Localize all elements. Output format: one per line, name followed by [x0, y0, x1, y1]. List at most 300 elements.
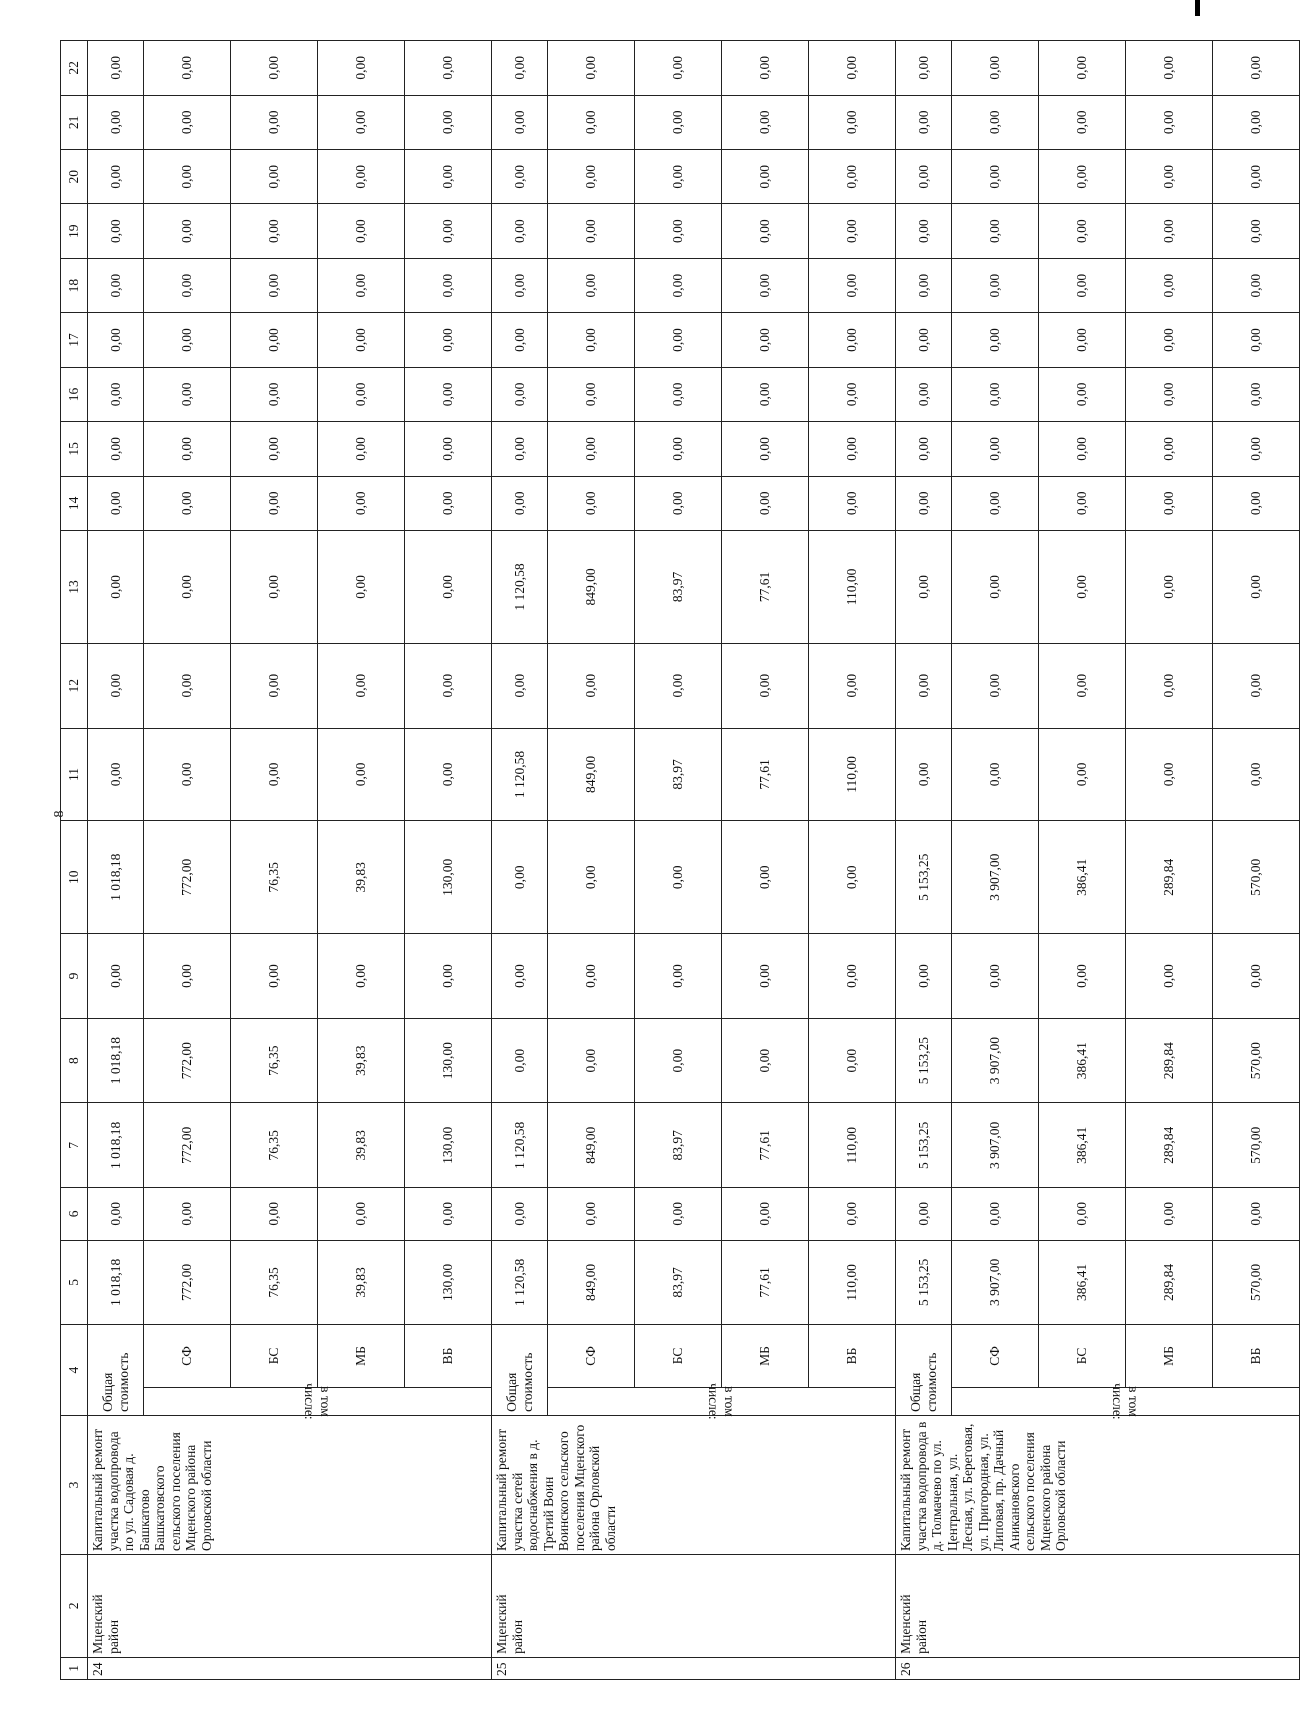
value-cell: 0,00 — [318, 313, 405, 367]
value-cell: 0,00 — [1213, 204, 1300, 258]
value-cell: 0,00 — [144, 531, 231, 644]
value-cell: 0,00 — [1126, 95, 1213, 149]
value-cell: 0,00 — [144, 728, 231, 821]
value-cell: 0,00 — [492, 204, 548, 258]
value-cell: 0,00 — [896, 643, 952, 728]
value-cell: 0,00 — [1039, 204, 1126, 258]
value-cell: 0,00 — [88, 41, 144, 96]
value-cell: 0,00 — [809, 204, 896, 258]
value-cell: 0,00 — [492, 313, 548, 367]
table-row — [88, 41, 144, 1680]
value-cell: 0,00 — [88, 313, 144, 367]
value-cell: 0,00 — [1126, 1188, 1213, 1240]
value-cell: 0,00 — [1126, 728, 1213, 821]
value-cell: 0,00 — [1213, 258, 1300, 312]
value-cell: 0,00 — [896, 150, 952, 204]
value-cell: 0,00 — [809, 258, 896, 312]
value-cell: 0,00 — [548, 95, 635, 149]
including-label-text: в том числе: — [1110, 1383, 1142, 1420]
value-cell: 0,00 — [492, 150, 548, 204]
value-cell: 0,00 — [635, 41, 722, 96]
value-cell: 849,00 — [548, 728, 635, 821]
value-cell: 0,00 — [635, 1018, 722, 1103]
value-cell: 83,97 — [635, 728, 722, 821]
including-label — [144, 1383, 492, 1420]
value-cell: 0,00 — [231, 422, 318, 476]
including-label — [548, 1383, 896, 1420]
value-cell: 0,00 — [635, 643, 722, 728]
value-cell: 0,00 — [144, 150, 231, 204]
value-cell: 39,83 — [318, 1018, 405, 1103]
value-cell: 0,00 — [952, 1188, 1039, 1240]
value-cell: 0,00 — [722, 204, 809, 258]
cost-label: Общая стоимость — [896, 1325, 952, 1416]
value-cell: 849,00 — [548, 531, 635, 644]
value-cell: 0,00 — [231, 367, 318, 421]
value-cell: 0,00 — [722, 422, 809, 476]
value-cell: 0,00 — [88, 150, 144, 204]
value-cell: 0,00 — [548, 476, 635, 530]
value-cell: 0,00 — [809, 821, 896, 934]
source-label: ВБ — [405, 1325, 492, 1387]
value-cell: 0,00 — [144, 476, 231, 530]
value-cell: 0,00 — [952, 643, 1039, 728]
value-cell: 0,00 — [144, 367, 231, 421]
value-cell: 110,00 — [809, 1103, 896, 1188]
value-cell: 0,00 — [405, 934, 492, 1019]
value-cell: 0,00 — [722, 367, 809, 421]
value-cell: 0,00 — [318, 367, 405, 421]
value-cell: 5 153,25 — [896, 1018, 952, 1103]
value-cell: 0,00 — [635, 1188, 722, 1240]
value-cell: 0,00 — [144, 41, 231, 96]
value-cell: 0,00 — [809, 41, 896, 96]
value-cell: 0,00 — [88, 422, 144, 476]
value-cell: 0,00 — [318, 204, 405, 258]
value-cell: 0,00 — [231, 476, 318, 530]
value-cell: 0,00 — [896, 1188, 952, 1240]
value-cell: 0,00 — [809, 95, 896, 149]
value-cell: 0,00 — [405, 204, 492, 258]
value-cell: 0,00 — [722, 1018, 809, 1103]
value-cell: 1 018,18 — [88, 1240, 144, 1325]
value-cell: 0,00 — [896, 476, 952, 530]
value-cell: 0,00 — [952, 728, 1039, 821]
table-row — [896, 41, 952, 1680]
value-cell: 110,00 — [809, 728, 896, 821]
value-cell: 0,00 — [1126, 313, 1213, 367]
value-cell: 0,00 — [722, 821, 809, 934]
value-cell: 0,00 — [1126, 41, 1213, 96]
value-cell: 0,00 — [231, 313, 318, 367]
value-cell: 289,84 — [1126, 1103, 1213, 1188]
value-cell: 76,35 — [231, 1018, 318, 1103]
value-cell: 0,00 — [952, 41, 1039, 96]
value-cell: 0,00 — [492, 422, 548, 476]
value-cell: 0,00 — [548, 821, 635, 934]
value-cell: 0,00 — [809, 1018, 896, 1103]
source-label: БС — [231, 1325, 318, 1387]
value-cell: 0,00 — [1126, 531, 1213, 644]
value-cell: 0,00 — [548, 204, 635, 258]
value-cell: 0,00 — [548, 1018, 635, 1103]
value-cell: 3 907,00 — [952, 1018, 1039, 1103]
value-cell: 5 153,25 — [896, 821, 952, 934]
value-cell: 0,00 — [492, 41, 548, 96]
value-cell: 0,00 — [144, 258, 231, 312]
value-cell: 0,00 — [1213, 1188, 1300, 1240]
value-cell: 0,00 — [722, 150, 809, 204]
value-cell: 0,00 — [1213, 150, 1300, 204]
value-cell: 0,00 — [809, 643, 896, 728]
value-cell: 77,61 — [722, 1103, 809, 1188]
value-cell: 570,00 — [1213, 1018, 1300, 1103]
district-cell: Мценский район — [896, 1555, 1300, 1658]
project-title: Капитальный ремонт участка водопровода в д. Толмачево по ул. Центральная, ул. Лесная, ул. Береговая, ул. Пригородная, ул. Липовая, пр. Дачный Аникановского сельского поселения Мценского района Орловской области — [896, 1415, 1300, 1554]
value-cell: 39,83 — [318, 1103, 405, 1188]
value-cell: 849,00 — [548, 1240, 635, 1325]
value-cell: 772,00 — [144, 1103, 231, 1188]
value-cell: 0,00 — [635, 821, 722, 934]
value-cell: 849,00 — [548, 1103, 635, 1188]
value-cell: 0,00 — [896, 422, 952, 476]
value-cell: 0,00 — [88, 934, 144, 1019]
value-cell: 0,00 — [405, 531, 492, 644]
row-number: 26 — [896, 1657, 1300, 1679]
value-cell: 0,00 — [318, 643, 405, 728]
value-cell: 76,35 — [231, 821, 318, 934]
value-cell: 0,00 — [405, 422, 492, 476]
value-cell: 0,00 — [144, 313, 231, 367]
value-cell: 0,00 — [548, 258, 635, 312]
value-cell: 0,00 — [318, 934, 405, 1019]
value-cell: 0,00 — [952, 934, 1039, 1019]
value-cell: 0,00 — [231, 258, 318, 312]
value-cell: 0,00 — [1039, 531, 1126, 644]
value-cell: 0,00 — [548, 150, 635, 204]
value-cell: 39,83 — [318, 821, 405, 934]
value-cell: 0,00 — [405, 643, 492, 728]
value-cell: 0,00 — [231, 643, 318, 728]
value-cell: 0,00 — [896, 258, 952, 312]
value-cell: 0,00 — [318, 531, 405, 644]
header-cell: 18 — [61, 258, 88, 312]
header-cell: 4 — [61, 1325, 88, 1416]
value-cell: 0,00 — [635, 95, 722, 149]
header-cell: 14 — [61, 476, 88, 530]
value-cell: 386,41 — [1039, 1103, 1126, 1188]
value-cell: 0,00 — [952, 531, 1039, 644]
value-cell: 0,00 — [548, 934, 635, 1019]
source-label: МБ — [1126, 1325, 1213, 1387]
value-cell: 0,00 — [548, 422, 635, 476]
value-cell: 0,00 — [952, 204, 1039, 258]
value-cell: 0,00 — [1126, 258, 1213, 312]
value-cell: 0,00 — [809, 934, 896, 1019]
value-cell: 0,00 — [1126, 367, 1213, 421]
header-cell: 9 — [61, 934, 88, 1019]
value-cell: 0,00 — [896, 41, 952, 96]
value-cell: 3 907,00 — [952, 1103, 1039, 1188]
value-cell: 289,84 — [1126, 821, 1213, 934]
value-cell: 0,00 — [231, 204, 318, 258]
value-cell: 1 018,18 — [88, 1103, 144, 1188]
value-cell: 0,00 — [635, 367, 722, 421]
value-cell: 76,35 — [231, 1240, 318, 1325]
value-cell: 1 018,18 — [88, 1018, 144, 1103]
value-cell: 0,00 — [1213, 476, 1300, 530]
value-cell: 0,00 — [635, 204, 722, 258]
value-cell: 83,97 — [635, 1103, 722, 1188]
value-cell: 0,00 — [1213, 95, 1300, 149]
source-label: БС — [1039, 1325, 1126, 1387]
value-cell: 3 907,00 — [952, 1240, 1039, 1325]
value-cell: 386,41 — [1039, 1018, 1126, 1103]
value-cell: 83,97 — [635, 1240, 722, 1325]
value-cell: 0,00 — [1126, 150, 1213, 204]
value-cell: 0,00 — [318, 150, 405, 204]
value-cell: 0,00 — [952, 258, 1039, 312]
value-cell: 570,00 — [1213, 1103, 1300, 1188]
header-cell: 1 — [61, 1657, 88, 1679]
value-cell: 0,00 — [1126, 934, 1213, 1019]
value-cell: 0,00 — [1039, 95, 1126, 149]
source-label: СФ — [144, 1325, 231, 1387]
value-cell: 130,00 — [405, 1240, 492, 1325]
source-label: ВБ — [809, 1325, 896, 1387]
header-cell: 13 — [61, 531, 88, 644]
value-cell: 0,00 — [1039, 313, 1126, 367]
value-cell: 0,00 — [318, 95, 405, 149]
value-cell: 0,00 — [1126, 476, 1213, 530]
source-label: БС — [635, 1325, 722, 1387]
value-cell: 0,00 — [722, 258, 809, 312]
value-cell: 0,00 — [318, 41, 405, 96]
value-cell: 0,00 — [405, 150, 492, 204]
source-label: СФ — [952, 1325, 1039, 1387]
source-label: ВБ — [1213, 1325, 1300, 1387]
table-row — [492, 41, 548, 1680]
source-label: МБ — [722, 1325, 809, 1387]
value-cell: 0,00 — [952, 422, 1039, 476]
value-cell: 130,00 — [405, 1018, 492, 1103]
value-cell: 0,00 — [952, 367, 1039, 421]
value-cell: 77,61 — [722, 531, 809, 644]
including-label — [952, 1383, 1300, 1420]
value-cell: 289,84 — [1126, 1018, 1213, 1103]
value-cell: 0,00 — [635, 476, 722, 530]
value-cell: 0,00 — [896, 313, 952, 367]
value-cell: 0,00 — [722, 41, 809, 96]
value-cell: 0,00 — [492, 95, 548, 149]
value-cell: 0,00 — [318, 476, 405, 530]
value-cell: 0,00 — [231, 531, 318, 644]
header-cell: 2 — [61, 1555, 88, 1658]
value-cell: 0,00 — [88, 1188, 144, 1240]
district-cell: Мценский район — [492, 1555, 896, 1658]
row-number: 24 — [88, 1657, 492, 1679]
value-cell: 1 120,58 — [492, 728, 548, 821]
header-cell: 10 — [61, 821, 88, 934]
value-cell: 0,00 — [144, 204, 231, 258]
value-cell: 0,00 — [1126, 643, 1213, 728]
value-cell: 0,00 — [896, 934, 952, 1019]
row-number: 25 — [492, 1657, 896, 1679]
value-cell: 0,00 — [635, 150, 722, 204]
value-cell: 1 120,58 — [492, 1240, 548, 1325]
value-cell: 0,00 — [896, 728, 952, 821]
value-cell: 0,00 — [548, 1188, 635, 1240]
value-cell: 0,00 — [722, 476, 809, 530]
value-cell: 0,00 — [1213, 728, 1300, 821]
value-cell: 0,00 — [952, 150, 1039, 204]
value-cell: 772,00 — [144, 821, 231, 934]
value-cell: 0,00 — [405, 313, 492, 367]
value-cell: 0,00 — [1213, 531, 1300, 644]
value-cell: 0,00 — [231, 150, 318, 204]
value-cell: 0,00 — [722, 313, 809, 367]
value-cell: 0,00 — [88, 728, 144, 821]
value-cell: 0,00 — [809, 150, 896, 204]
value-cell: 0,00 — [1039, 258, 1126, 312]
value-cell: 0,00 — [231, 1188, 318, 1240]
value-cell: 0,00 — [548, 367, 635, 421]
value-cell: 0,00 — [722, 1188, 809, 1240]
value-cell: 772,00 — [144, 1240, 231, 1325]
value-cell: 0,00 — [952, 476, 1039, 530]
scan-edge-mark — [1195, 0, 1200, 16]
value-cell: 0,00 — [405, 95, 492, 149]
value-cell: 0,00 — [809, 476, 896, 530]
value-cell: 0,00 — [1126, 422, 1213, 476]
value-cell: 0,00 — [405, 41, 492, 96]
including-label-text: в том числе: — [706, 1383, 738, 1420]
value-cell: 0,00 — [231, 95, 318, 149]
value-cell: 77,61 — [722, 1240, 809, 1325]
value-cell: 0,00 — [1039, 643, 1126, 728]
header-cell: 17 — [61, 313, 88, 367]
value-cell: 1 120,58 — [492, 531, 548, 644]
value-cell: 0,00 — [88, 95, 144, 149]
value-cell: 0,00 — [231, 728, 318, 821]
project-title: Капитальный ремонт участка сетей водоснабжения в д. Третий Воин Воинского сельского поселения Мценского района Орловской области — [492, 1415, 896, 1554]
value-cell: 0,00 — [1039, 422, 1126, 476]
value-cell: 0,00 — [492, 258, 548, 312]
header-cell: 22 — [61, 41, 88, 96]
value-cell: 0,00 — [635, 422, 722, 476]
value-cell: 130,00 — [405, 1103, 492, 1188]
source-label: МБ — [318, 1325, 405, 1387]
value-cell: 0,00 — [952, 313, 1039, 367]
value-cell: 0,00 — [1039, 728, 1126, 821]
value-cell: 0,00 — [809, 1188, 896, 1240]
value-cell: 0,00 — [231, 41, 318, 96]
value-cell: 0,00 — [405, 476, 492, 530]
value-cell: 0,00 — [1213, 367, 1300, 421]
value-cell: 76,35 — [231, 1103, 318, 1188]
header-cell: 7 — [61, 1103, 88, 1188]
value-cell: 0,00 — [1213, 422, 1300, 476]
header-cell: 19 — [61, 204, 88, 258]
header-cell: 15 — [61, 422, 88, 476]
value-cell: 0,00 — [88, 258, 144, 312]
source-label: СФ — [548, 1325, 635, 1387]
page-number: 8 — [52, 810, 67, 818]
value-cell: 110,00 — [809, 1240, 896, 1325]
value-cell: 3 907,00 — [952, 821, 1039, 934]
header-numbers-row — [61, 41, 88, 1680]
value-cell: 0,00 — [1213, 313, 1300, 367]
value-cell: 0,00 — [405, 728, 492, 821]
value-cell: 0,00 — [88, 367, 144, 421]
value-cell: 0,00 — [144, 95, 231, 149]
value-cell: 83,97 — [635, 531, 722, 644]
value-cell: 0,00 — [1039, 41, 1126, 96]
district-cell: Мценский район — [88, 1555, 492, 1658]
value-cell: 289,84 — [1126, 1240, 1213, 1325]
value-cell: 0,00 — [405, 258, 492, 312]
value-cell: 1 120,58 — [492, 1103, 548, 1188]
value-cell: 0,00 — [144, 1188, 231, 1240]
value-cell: 0,00 — [405, 1188, 492, 1240]
header-cell: 11 — [61, 728, 88, 821]
value-cell: 0,00 — [548, 313, 635, 367]
value-cell: 0,00 — [231, 934, 318, 1019]
funding-table — [60, 40, 1300, 1680]
value-cell: 0,00 — [492, 934, 548, 1019]
value-cell: 0,00 — [88, 643, 144, 728]
header-cell: 16 — [61, 367, 88, 421]
header-cell: 12 — [61, 643, 88, 728]
value-cell: 0,00 — [896, 531, 952, 644]
value-cell: 0,00 — [635, 313, 722, 367]
value-cell: 5 153,25 — [896, 1240, 952, 1325]
value-cell: 0,00 — [88, 531, 144, 644]
value-cell: 0,00 — [144, 643, 231, 728]
header-cell: 20 — [61, 150, 88, 204]
value-cell: 0,00 — [809, 313, 896, 367]
value-cell: 0,00 — [1039, 150, 1126, 204]
value-cell: 130,00 — [405, 821, 492, 934]
value-cell: 1 018,18 — [88, 821, 144, 934]
header-cell: 5 — [61, 1240, 88, 1325]
value-cell: 0,00 — [722, 934, 809, 1019]
value-cell: 0,00 — [1039, 367, 1126, 421]
value-cell: 0,00 — [635, 934, 722, 1019]
value-cell: 0,00 — [492, 643, 548, 728]
value-cell: 570,00 — [1213, 821, 1300, 934]
header-cell: 6 — [61, 1188, 88, 1240]
value-cell: 0,00 — [1126, 204, 1213, 258]
header-cell: 8 — [61, 1018, 88, 1103]
value-cell: 0,00 — [405, 367, 492, 421]
value-cell: 0,00 — [492, 821, 548, 934]
value-cell: 570,00 — [1213, 1240, 1300, 1325]
value-cell: 77,61 — [722, 728, 809, 821]
value-cell: 0,00 — [88, 204, 144, 258]
value-cell: 110,00 — [809, 531, 896, 644]
value-cell: 0,00 — [722, 643, 809, 728]
value-cell: 0,00 — [809, 422, 896, 476]
value-cell: 0,00 — [896, 367, 952, 421]
header-cell: 21 — [61, 95, 88, 149]
value-cell: 386,41 — [1039, 1240, 1126, 1325]
value-cell: 0,00 — [1039, 1188, 1126, 1240]
header-cell: 3 — [61, 1415, 88, 1554]
value-cell: 0,00 — [492, 476, 548, 530]
value-cell: 0,00 — [1213, 643, 1300, 728]
value-cell: 0,00 — [809, 367, 896, 421]
